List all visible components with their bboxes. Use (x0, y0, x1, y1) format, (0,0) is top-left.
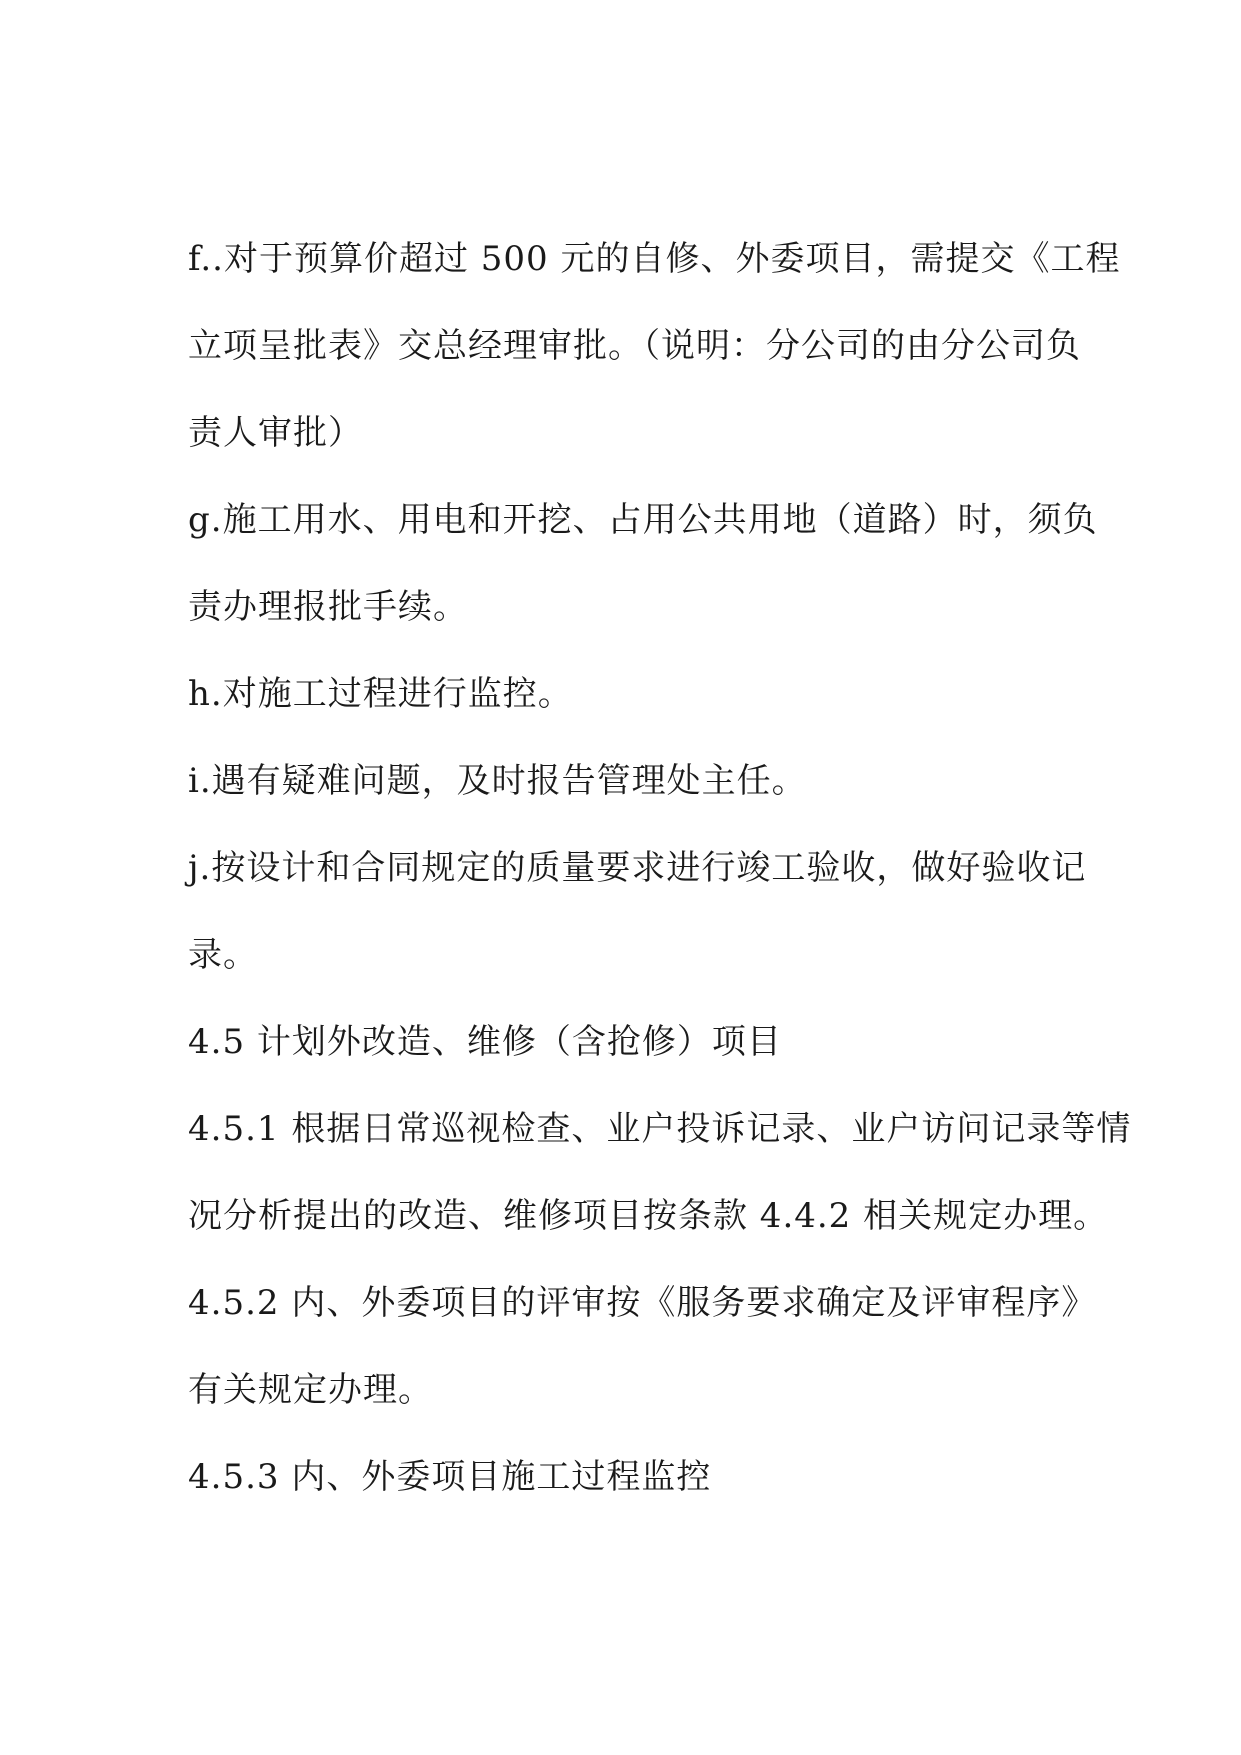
text-line: 有关规定办理。 (188, 1370, 433, 1410)
text-line: 况分析提出的改造、维修项目按条款 4.4.2 相关规定办理。 (188, 1196, 1109, 1236)
text-line: 责人审批） (188, 413, 363, 453)
text-line: 责办理报批手续。 (188, 587, 468, 627)
text-line: g.施工用水、用电和开挖、占用公共用地（道路）时，须负 (188, 500, 1098, 540)
text-line: 4.5.3 内、外委项目施工过程监控 (188, 1457, 712, 1497)
text-line: i.遇有疑难问题，及时报告管理处主任。 (188, 761, 807, 801)
section-heading: 4.5 计划外改造、维修（含抢修）项目 (188, 1022, 782, 1062)
text-line: 4.5.2 内、外委项目的评审按《服务要求确定及评审程序》 (188, 1283, 1097, 1323)
text-line: 录。 (188, 935, 258, 975)
text-line: h.对施工过程进行监控。 (188, 674, 573, 714)
text-line: j.按设计和合同规定的质量要求进行竣工验收，做好验收记 (188, 848, 1087, 888)
text-line: 4.5.1 根据日常巡视检查、业户投诉记录、业户访问记录等情 (188, 1109, 1132, 1149)
text-line: f..对于预算价超过 500 元的自修、外委项目，需提交《工程 (188, 239, 1121, 279)
text-line: 立项呈批表》交总经理审批。（说明：分公司的由分公司负 (188, 326, 1081, 366)
document-body (188, 230, 1132, 1535)
